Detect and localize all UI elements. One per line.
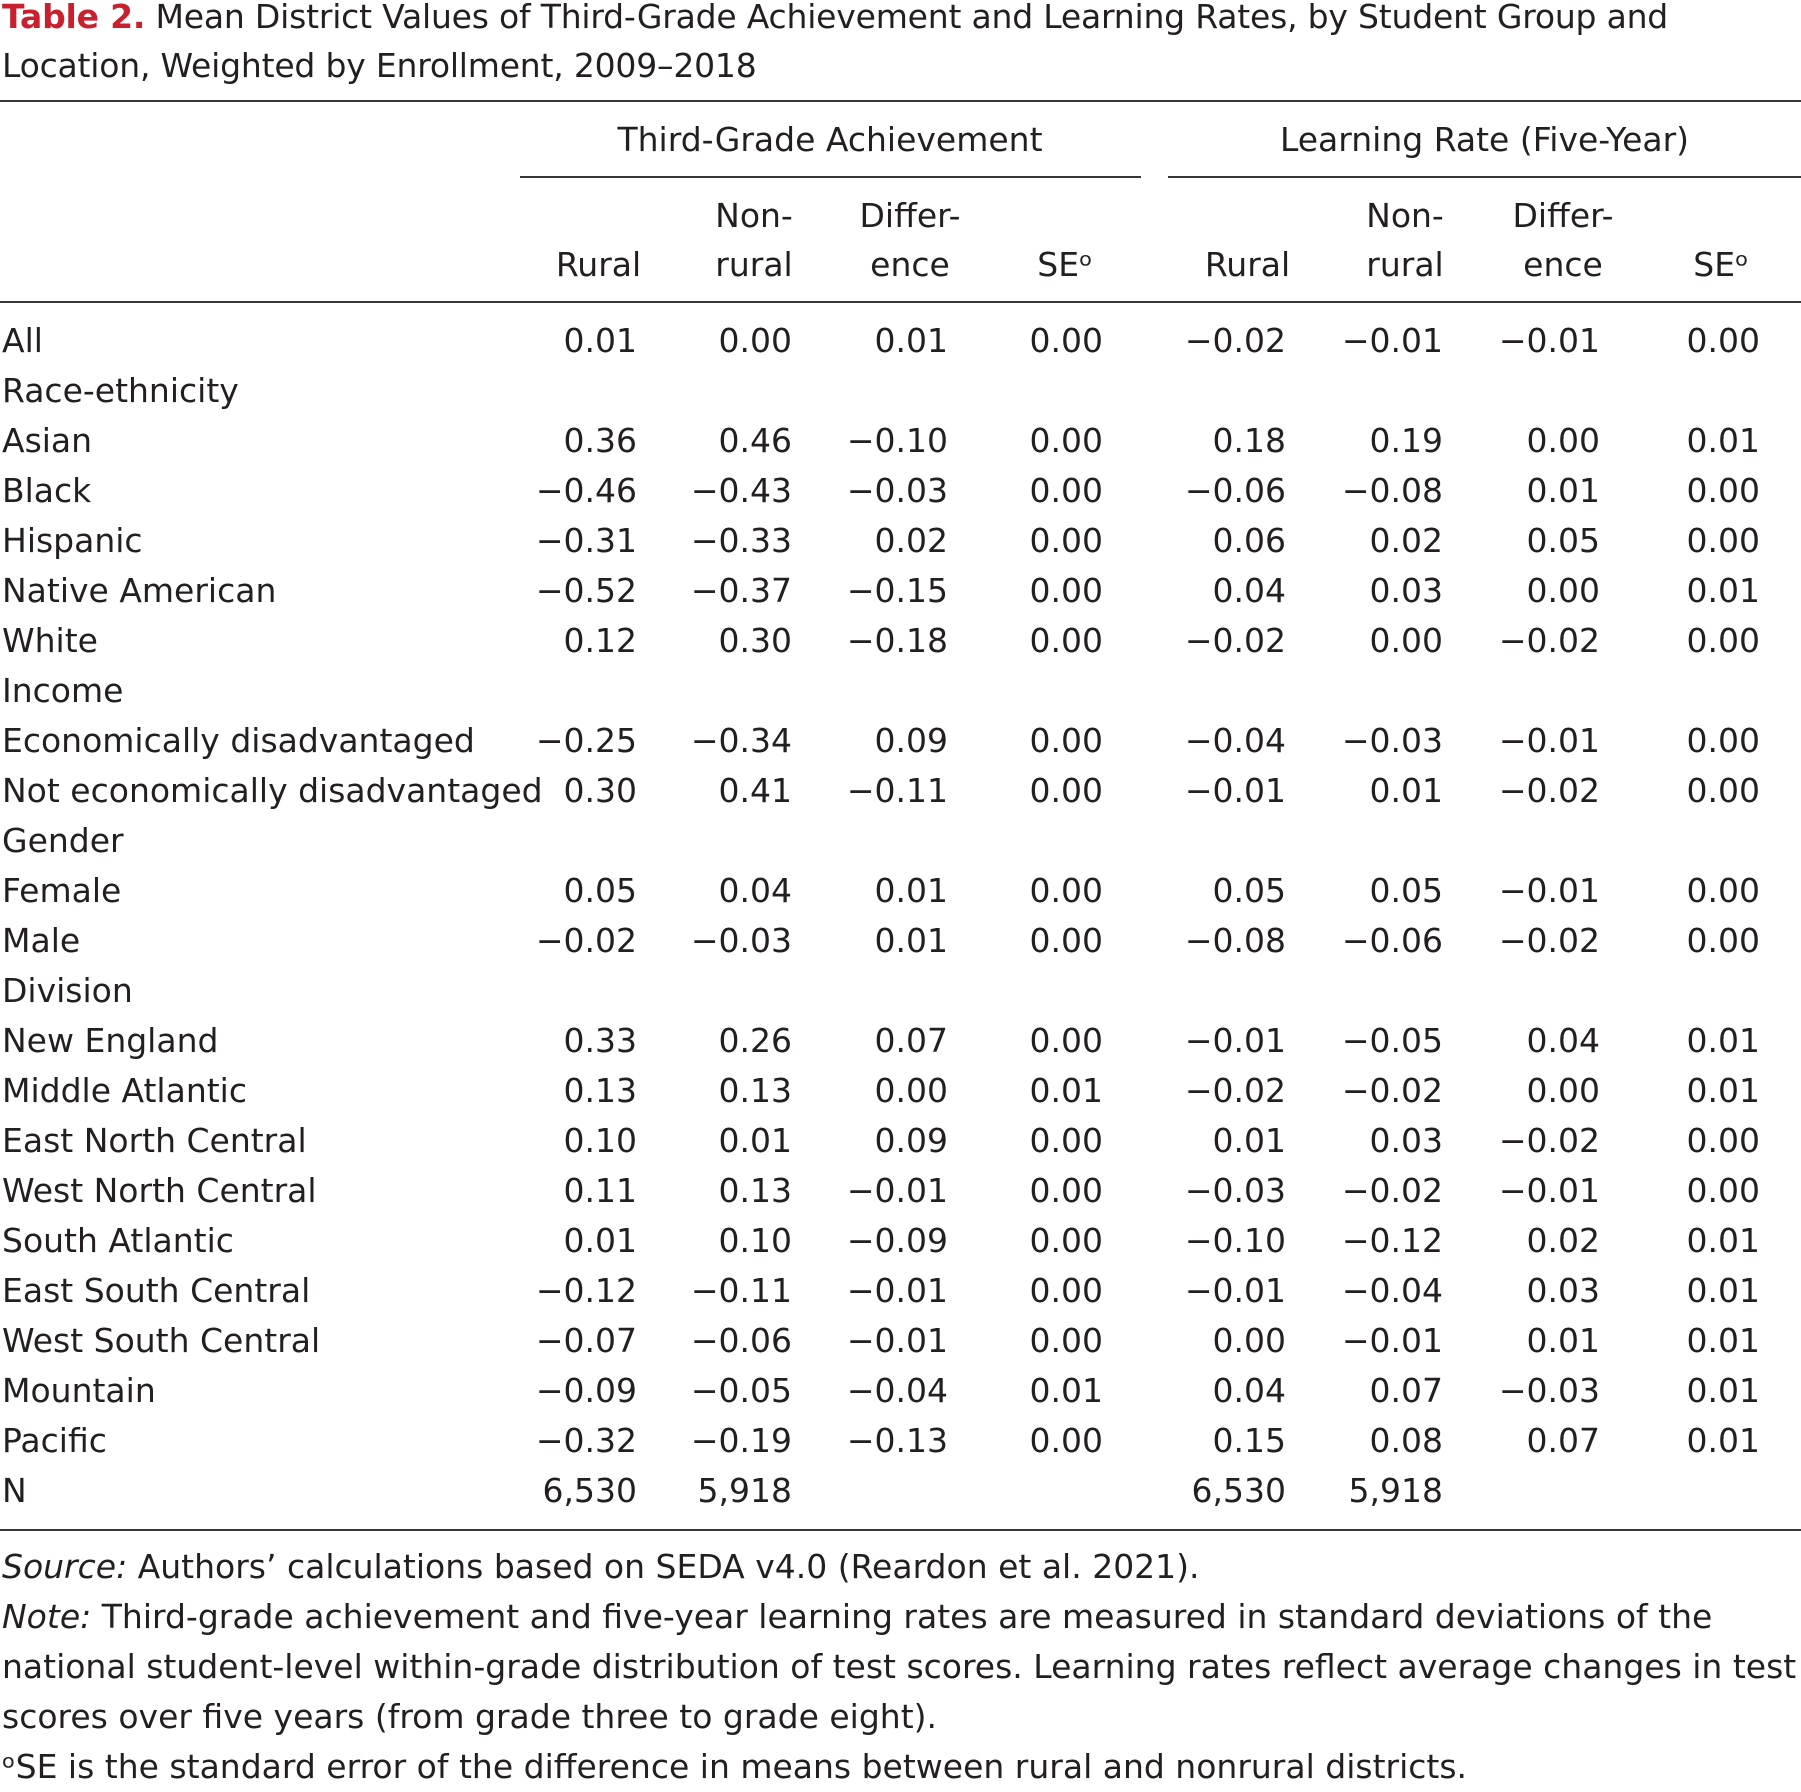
table-cell: 0.03 <box>1369 571 1443 610</box>
table-cell: 0.05 <box>1212 871 1286 910</box>
table-cell: −0.02 <box>535 921 637 960</box>
note-label: Note: <box>2 1597 92 1636</box>
table-cell: −0.01 <box>1498 721 1600 760</box>
table-row <box>0 966 1801 1016</box>
row-label: All <box>2 321 43 360</box>
row-label: N <box>2 1471 27 1510</box>
table-cell: 0.00 <box>1029 871 1103 910</box>
row-label: East South Central <box>2 1271 311 1310</box>
table-cell: −0.05 <box>1341 1021 1443 1060</box>
table-cell: 0.01 <box>718 1121 792 1160</box>
table-cell: 0.01 <box>1686 1271 1760 1310</box>
table-row <box>0 1066 1801 1116</box>
table-cell: 0.10 <box>563 1121 637 1160</box>
table-row <box>0 1416 1801 1466</box>
table-cell: 0.19 <box>1369 421 1443 460</box>
table-cell: 0.00 <box>1686 621 1760 660</box>
table-cell: 0.07 <box>1369 1371 1443 1410</box>
table-row <box>0 1466 1801 1516</box>
row-label: South Atlantic <box>2 1221 234 1260</box>
table-cell: 0.33 <box>563 1021 637 1060</box>
table-cell: −0.46 <box>535 471 637 510</box>
table-cell: −0.02 <box>1341 1171 1443 1210</box>
table-cell: −0.03 <box>1341 721 1443 760</box>
table-cell: 0.02 <box>1369 521 1443 560</box>
table-cell: −0.01 <box>846 1271 948 1310</box>
col-header-nonrural-line1: Non- <box>715 196 793 235</box>
table-cell: 0.46 <box>718 421 792 460</box>
table-row <box>0 616 1801 666</box>
table-cell: 0.04 <box>1212 1371 1286 1410</box>
table-cell: 0.00 <box>1686 871 1760 910</box>
table-cell: −0.01 <box>846 1321 948 1360</box>
table-row <box>0 466 1801 516</box>
table-cell: 0.04 <box>1212 571 1286 610</box>
row-label: Division <box>2 971 133 1010</box>
table-cell: 0.01 <box>1526 471 1600 510</box>
table-cell: −0.02 <box>1184 321 1286 360</box>
col-header-difference-line2: ence <box>870 245 950 284</box>
table-cell: 0.00 <box>1029 1321 1103 1360</box>
table-cell: −0.32 <box>535 1421 637 1460</box>
row-label: Hispanic <box>2 521 143 560</box>
table-cell: 0.01 <box>874 921 948 960</box>
table-cell: −0.09 <box>535 1371 637 1410</box>
row-label: Asian <box>2 421 93 460</box>
table-cell: 0.00 <box>1212 1321 1286 1360</box>
table-row <box>0 1166 1801 1216</box>
table-cell: 0.41 <box>718 771 792 810</box>
table-cell: 0.00 <box>1526 1071 1600 1110</box>
table-cell: 0.00 <box>1686 921 1760 960</box>
group-rule-achievement <box>520 176 1141 178</box>
note-text: Third-grade achievement and five-year learning rates are measured in standard deviations of the national student-level within-grade distribution of test scores. Learning rates reflect average changes in test scores over five years (from grade three to grade eight). <box>2 1597 1797 1736</box>
table-cell: −0.25 <box>535 721 637 760</box>
table-cell: −0.07 <box>535 1321 637 1360</box>
table-cell: 0.00 <box>1029 521 1103 560</box>
bottom-rule <box>0 1529 1801 1531</box>
table-cell: −0.03 <box>846 471 948 510</box>
table-cell: 0.00 <box>1029 1171 1103 1210</box>
row-label: Economically disadvantaged <box>2 721 475 760</box>
table-cell: 0.04 <box>718 871 792 910</box>
table-cell: −0.33 <box>690 521 792 560</box>
table-cell: 0.00 <box>1526 571 1600 610</box>
table-row <box>0 1266 1801 1316</box>
top-rule <box>0 100 1801 102</box>
table-row <box>0 716 1801 766</box>
table-cell: −0.19 <box>690 1421 792 1460</box>
row-label: Male <box>2 921 81 960</box>
table-cell: −0.02 <box>1498 1121 1600 1160</box>
table-cell: 0.01 <box>1686 1371 1760 1410</box>
table-cell: −0.12 <box>1341 1221 1443 1260</box>
table-cell: 0.07 <box>874 1021 948 1060</box>
row-label: Middle Atlantic <box>2 1071 247 1110</box>
table-cell: 0.00 <box>1029 1271 1103 1310</box>
table-row <box>0 1366 1801 1416</box>
table-row <box>0 416 1801 466</box>
row-label: Income <box>2 671 124 710</box>
table-row <box>0 866 1801 916</box>
table-cell: 0.00 <box>1029 321 1103 360</box>
table-cell: −0.01 <box>1184 771 1286 810</box>
table-cell: −0.10 <box>846 421 948 460</box>
row-label: West South Central <box>2 1321 321 1360</box>
table-cell: 0.03 <box>1369 1121 1443 1160</box>
group-rule-learning-rate <box>1168 176 1801 178</box>
source-note <box>2 1542 1797 1592</box>
col-header-nonrural-line1: Non- <box>1366 196 1444 235</box>
table-cell: 0.01 <box>1029 1371 1103 1410</box>
table-cell: 0.01 <box>874 321 948 360</box>
general-note <box>2 1592 1797 1742</box>
table-cell: 0.00 <box>1029 721 1103 760</box>
table-cell: 0.00 <box>1029 1221 1103 1260</box>
table-title: Mean District Values of Third-Grade Achievement and Learning Rates, by Student Group and Location, Weighted by Enrollment, 2009–2018 <box>2 0 1669 85</box>
table-cell: −0.06 <box>690 1321 792 1360</box>
table-cell: 0.01 <box>1029 1071 1103 1110</box>
table-notes <box>2 1542 1797 1792</box>
row-label: Black <box>2 471 92 510</box>
table-cell: −0.02 <box>1498 771 1600 810</box>
table-cell: 0.02 <box>874 521 948 560</box>
table-cell: 0.05 <box>563 871 637 910</box>
table-cell: 0.00 <box>1686 521 1760 560</box>
col-header-nonrural-line2: rural <box>1366 245 1444 284</box>
table-cell: −0.03 <box>1184 1171 1286 1210</box>
table-cell: 0.00 <box>1526 421 1600 460</box>
table-row <box>0 566 1801 616</box>
table-cell: −0.04 <box>1341 1271 1443 1310</box>
table-cell: −0.01 <box>1498 321 1600 360</box>
table-cell: −0.11 <box>690 1271 792 1310</box>
table-cell: −0.04 <box>846 1371 948 1410</box>
table-cell: 0.00 <box>1686 1121 1760 1160</box>
table-cell: −0.02 <box>1184 621 1286 660</box>
table-cell: −0.08 <box>1341 471 1443 510</box>
table-cell: 0.00 <box>1686 321 1760 360</box>
table-cell: 0.26 <box>718 1021 792 1060</box>
table-cell: −0.06 <box>1341 921 1443 960</box>
table-cell: 5,918 <box>697 1471 792 1510</box>
source-label: Source: <box>2 1547 128 1586</box>
table-cell: −0.01 <box>1341 321 1443 360</box>
table-cell: 0.01 <box>1686 421 1760 460</box>
table-cell: 0.15 <box>1212 1421 1286 1460</box>
row-label: Native American <box>2 571 277 610</box>
table-cell: −0.01 <box>1184 1021 1286 1060</box>
table-cell: −0.01 <box>1341 1321 1443 1360</box>
table-cell: 0.01 <box>1686 1421 1760 1460</box>
table-row <box>0 366 1801 416</box>
table-cell: −0.02 <box>1498 921 1600 960</box>
table-cell: −0.18 <box>846 621 948 660</box>
table-cell: 0.01 <box>563 1221 637 1260</box>
table-cell: 0.11 <box>563 1171 637 1210</box>
table-cell: 0.00 <box>1686 1171 1760 1210</box>
table-cell: 6,530 <box>542 1471 637 1510</box>
table-cell: 0.07 <box>1526 1421 1600 1460</box>
table-cell: 0.09 <box>874 1121 948 1160</box>
row-label: East North Central <box>2 1121 307 1160</box>
table-cell: −0.04 <box>1184 721 1286 760</box>
table-cell: 0.00 <box>1029 1121 1103 1160</box>
table-cell: 0.00 <box>1369 621 1443 660</box>
table-cell: 0.30 <box>563 771 637 810</box>
table-cell: 0.13 <box>563 1071 637 1110</box>
table-cell: −0.06 <box>1184 471 1286 510</box>
se-footnote: ᵒSE is the standard error of the difference in means between rural and nonrural districts. <box>2 1747 1468 1786</box>
table-cell: 0.01 <box>1686 1071 1760 1110</box>
table-row <box>0 1016 1801 1066</box>
table-cell: 0.01 <box>1686 1221 1760 1260</box>
table-cell: 0.00 <box>1029 1021 1103 1060</box>
group-header-learning-rate: Learning Rate (Five-Year) <box>1279 120 1690 159</box>
table-cell: 0.01 <box>1212 1121 1286 1160</box>
col-header-difference-line1: Differ- <box>1512 196 1614 235</box>
table-cell: 0.05 <box>1526 521 1600 560</box>
table-cell: 0.09 <box>874 721 948 760</box>
table-cell: −0.01 <box>846 1171 948 1210</box>
table-cell: 0.00 <box>1029 921 1103 960</box>
col-header-difference-line1: Differ- <box>859 196 961 235</box>
table-cell: −0.52 <box>535 571 637 610</box>
table-cell: 0.00 <box>1686 721 1760 760</box>
table-cell: 0.00 <box>1029 571 1103 610</box>
table-cell: 0.01 <box>1686 1021 1760 1060</box>
col-header-rural: Rural <box>555 245 642 284</box>
table-cell: 0.01 <box>874 871 948 910</box>
table-cell: 0.10 <box>718 1221 792 1260</box>
row-label: Gender <box>2 821 124 860</box>
table-row <box>0 666 1801 716</box>
table-cell: −0.08 <box>1184 921 1286 960</box>
table-cell: 0.04 <box>1526 1021 1600 1060</box>
table-cell: 0.00 <box>1029 771 1103 810</box>
table-cell: −0.03 <box>1498 1371 1600 1410</box>
table-row <box>0 316 1801 366</box>
table-cell: −0.43 <box>690 471 792 510</box>
table-cell: 5,918 <box>1348 1471 1443 1510</box>
table-number: Table 2. <box>2 0 146 36</box>
table-row <box>0 816 1801 866</box>
table-cell: −0.34 <box>690 721 792 760</box>
group-header-achievement: Third-Grade Achievement <box>617 120 1043 159</box>
row-label: New England <box>2 1021 219 1060</box>
col-header-se: SEᵒ <box>1693 245 1749 284</box>
table-cell: 0.13 <box>718 1071 792 1110</box>
table-cell: −0.10 <box>1184 1221 1286 1260</box>
table-cell: 0.36 <box>563 421 637 460</box>
table-cell: 0.02 <box>1526 1221 1600 1260</box>
table-cell: 0.03 <box>1526 1271 1600 1310</box>
table-cell: 0.30 <box>718 621 792 660</box>
table-cell: 0.13 <box>718 1171 792 1210</box>
col-header-difference-line2: ence <box>1523 245 1603 284</box>
source-text: Authors’ calculations based on SEDA v4.0 (Reardon et al. 2021). <box>127 1547 1200 1586</box>
table-cell: −0.11 <box>846 771 948 810</box>
table-cell: 0.00 <box>1686 471 1760 510</box>
table-cell: −0.09 <box>846 1221 948 1260</box>
table-cell: −0.13 <box>846 1421 948 1460</box>
table-caption <box>2 0 1797 90</box>
table-row <box>0 516 1801 566</box>
table-row <box>0 766 1801 816</box>
table-cell: 0.01 <box>1686 1321 1760 1360</box>
table-cell: −0.01 <box>1184 1271 1286 1310</box>
col-header-se: SEᵒ <box>1037 245 1093 284</box>
table-row <box>0 1116 1801 1166</box>
table-row <box>0 916 1801 966</box>
table-cell: −0.02 <box>1341 1071 1443 1110</box>
table-cell: 0.01 <box>563 321 637 360</box>
table-cell: 0.01 <box>1686 571 1760 610</box>
table-cell: 0.00 <box>1029 471 1103 510</box>
table-cell: −0.15 <box>846 571 948 610</box>
table-cell: 0.00 <box>1029 421 1103 460</box>
row-label: Not economically disadvantaged <box>2 771 543 810</box>
table-cell: 0.05 <box>1369 871 1443 910</box>
table-cell: 0.18 <box>1212 421 1286 460</box>
row-label: Female <box>2 871 122 910</box>
row-label: Race-ethnicity <box>2 371 239 410</box>
row-label: West North Central <box>2 1171 317 1210</box>
row-label: Mountain <box>2 1371 156 1410</box>
table-cell: 0.00 <box>1029 1421 1103 1460</box>
table-cell: −0.02 <box>1184 1071 1286 1110</box>
table-cell: −0.03 <box>690 921 792 960</box>
table-cell: 0.00 <box>1029 621 1103 660</box>
table-cell: −0.05 <box>690 1371 792 1410</box>
table-cell: 0.00 <box>1686 771 1760 810</box>
table-cell: 6,530 <box>1191 1471 1286 1510</box>
table-row <box>0 1316 1801 1366</box>
table-cell: 0.06 <box>1212 521 1286 560</box>
table-row <box>0 1216 1801 1266</box>
table-cell: 0.00 <box>718 321 792 360</box>
header-rule <box>0 301 1801 303</box>
table-cell: 0.12 <box>563 621 637 660</box>
row-label: Pacific <box>2 1421 107 1460</box>
col-header-nonrural-line2: rural <box>715 245 793 284</box>
table-cell: 0.01 <box>1526 1321 1600 1360</box>
table-cell: −0.01 <box>1498 871 1600 910</box>
table-cell: −0.37 <box>690 571 792 610</box>
table-cell: 0.01 <box>1369 771 1443 810</box>
table-cell: 0.00 <box>874 1071 948 1110</box>
table-cell: −0.31 <box>535 521 637 560</box>
table-cell: −0.01 <box>1498 1171 1600 1210</box>
table-cell: −0.02 <box>1498 621 1600 660</box>
table-cell: 0.08 <box>1369 1421 1443 1460</box>
row-label: White <box>2 621 98 660</box>
col-header-rural: Rural <box>1204 245 1291 284</box>
table-cell: −0.12 <box>535 1271 637 1310</box>
